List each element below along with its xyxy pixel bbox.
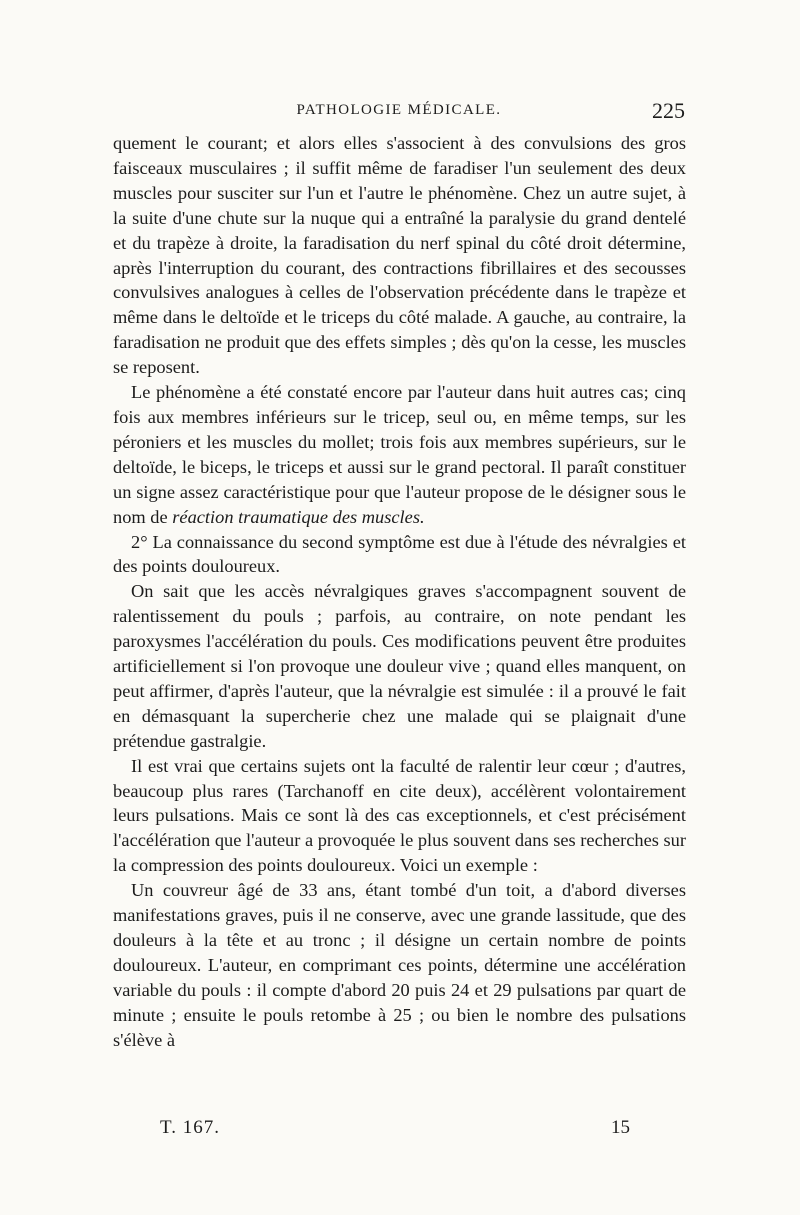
paragraph-continued: quement le courant; et alors elles s'associent à des convulsions des gros faisceaux musculaires ; il suffit même de faradiser l'un seulement des deux muscles pour susciter sur l'un et l'autre le phénomène. Chez un autre sujet, à la suite d'une chute sur la nuque qui a entraîné la paralysie du grand dentelé et du trapèze à droite, la faradisation du nerf spinal du côté droit détermine, après l'interruption du courant, des contractions fibrillaires et des secousses convulsives analogues à celles de l'observation précédente dans le trapèze et même dans le deltoïde et le triceps du côté malade. A gauche, au contraire, la faradisation ne produit que des effets simples ; dès qu'on la cesse, les muscles se reposent. — [113, 133, 686, 378]
running-title: PATHOLOGIE MÉDICALE. — [296, 102, 502, 118]
sheet-number: 15 — [611, 1117, 630, 1138]
page-number: 225 — [652, 98, 685, 123]
paragraph: Un couvreur âgé de 33 ans, étant tombé d'un toit, a d'abord diverses manifestations graves, puis il ne conserve, avec une grande lassitude, que des douleurs à la tête et au tronc ; il désigne un certain nombre de points douloureux. L'auteur, en comprimant ces points, détermine une accélération variable du pouls : il compte d'abord 20 puis 24 et 29 pulsations par quart de minute ; ensuite le pouls retombe à 25 ; ou bien le nombre des pulsations s'élève à — [113, 880, 686, 1050]
paragraph: Il est vrai que certains sujets ont la faculté de ralentir leur cœur ; d'autres, beaucoup plus rares (Tarchanoff en cite deux), accélèrent volontairement leurs pulsations. Mais ce sont là des cas exceptionnels, et c'est précisément l'accélération que l'auteur a provoquée le plus souvent dans ses recherches sur la compression des points douloureux. Voici un exemple : — [113, 755, 686, 876]
italic-term: réaction traumatique des muscles. — [172, 506, 425, 527]
body-text — [113, 131, 686, 1053]
paragraph-text: Le phénomène a été constaté encore par l'auteur dans huit autres cas; cinq fois aux membres inférieurs sur le tricep, seul ou, en même temps, sur les péroniers et les muscles du mollet; trois fois aux membres supérieurs, sur le deltoïde, le biceps, le triceps et aussi sur le grand pectoral. Il paraît constituer un signe assez caractéristique pour que l'auteur propose de le désigner sous le nom de — [113, 382, 686, 527]
paragraph: 2° La connaissance du second symptôme est due à l'étude des névralgies et des points douloureux. — [113, 531, 686, 577]
paragraph — [113, 380, 686, 529]
page-footer — [160, 1117, 630, 1147]
volume-signature: T. 167. — [160, 1117, 220, 1138]
running-head — [113, 98, 685, 124]
paragraph: On sait que les accès névralgiques graves s'accompagnent souvent de ralentissement du pouls ; parfois, au contraire, on note pendant les paroxysmes l'accélération du pouls. Ces modifications peuvent être produites artificiellement si l'on provoque une douleur vive ; quand elles manquent, on peut affirmer, d'après l'auteur, que la névralgie est simulée : il a prouvé le fait en démasquant la supercherie chez une malade qui se plaignait d'une prétendue gastralgie. — [113, 581, 686, 751]
